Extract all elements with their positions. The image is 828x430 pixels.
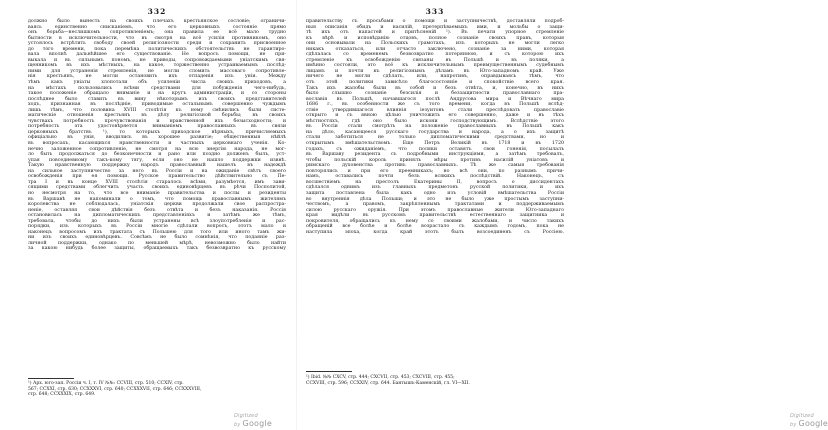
body-text <box>306 19 564 371</box>
text-line: тѣмъ какъ уніаты хлопотали объ усиленіи числа своихъ приходовъ, а <box>28 80 286 86</box>
page-number: 333 <box>425 7 445 16</box>
text-line: сдѣлался однимъ изъ главныхъ предметовъ русской политики, и ихъ <box>306 185 564 191</box>
text-line: стали заботиться не только дипломатическими средствами, но и <box>306 135 564 141</box>
text-line: Такъ ихъ жалобы были въ собой и безъ отвѣта, и, конечно, въ нихъ <box>306 85 564 91</box>
text-line: имѣнно состояли, это всё къ исключительнымъ преимущественнымъ судебнымъ <box>306 63 564 69</box>
text-line: ныя описанія обидъ и насилій, претерпѣваемыхъ ими, и мольбы о защи- <box>306 24 564 30</box>
text-line: римскаго духовенства противъ православныхъ. Тѣ же самыя требованія <box>306 163 564 169</box>
text-line: упая повседневному такъ-кому тягу, если оно не нашло поддержки извнѣ. <box>28 157 286 163</box>
text-line: на сильное заступничество за него въ Россіи и на ожиданіе свѣтъ своего <box>28 168 286 174</box>
text-line: правительству съ просьбами о помощи и заступничествѣ, доставляли подроб- <box>306 19 564 24</box>
text-line: восшествіемъ на престолъ Екатерины II, вопросъ о диссидентахъ <box>306 179 564 185</box>
digitized-by-google-watermark <box>234 410 286 428</box>
text-line: лицамъ и почти къ религіознымъ дѣламъ въ Юго-западномъ край. Уже <box>306 68 564 74</box>
text-line: офиціально въ унія, вводились въ хорошее развитіе; общественныя нѣйлѣ <box>28 135 286 141</box>
footnote-line: 567; CCXXI, стр. 630; CCXXXVI, стр. 640; CCXXXVII, стр. 646; CCXXXVIII, <box>28 386 202 392</box>
text-line: выкала и въ сильнымъ пономъ, не приводы, сопровождаемыми уніатскимъ свя- <box>28 57 286 63</box>
text-line: должно было вынесть на своихъ плечахъ крестьянское сословіе; ограничи- <box>28 19 286 24</box>
text-line: за какою нибудь более защиты, обращаемыхъ такъ безвозвратно къ русскому <box>28 246 286 252</box>
footnote-line: ¹) Ibid. №№ CXCV, стр. 444; CXCVII, стр. 453; CXCVIII, стр. 455; <box>306 375 455 380</box>
text-line: тра I и въ конце XVIII столѣтія старалось всѣми, разумѣется, имъ зави- <box>28 179 286 185</box>
text-line: ни изъ своихъ единовѣрцевъ. Совсѣмъ не было сомнѣнія, что подаяніе раз- <box>28 235 286 241</box>
text-line: ходъ, признанная въ послѣдніе, приводимые остальнымъ совершенно чуждымъ <box>28 102 286 108</box>
text-line: устоялось встрѣтить свободу своей религіозности среди и сохранить присвоенное <box>28 41 286 47</box>
footnote-line: стр. 648; CCXXXIX, стр. 649. <box>28 392 96 398</box>
footnotes <box>28 381 286 398</box>
text-line: ствіе утвердившагося влиянія іезуитовъ стали преслѣдовать православіе <box>306 107 564 113</box>
text-line: ло быть продолжаться до безконечности и рано или поздно долженъ былъ, уст- <box>28 152 286 158</box>
text-line: ними для устраненія стремленія, не могли сломить массоваго сопротивле- <box>28 68 286 74</box>
text-line: лишь тѣмъ, что половина XVIII столѣтія къ нему смѣнились были систе- <box>28 107 286 113</box>
text-line: открытымъ вмѣшательствомъ. Еще Петръ Великій въ 1718 и въ 1720 <box>306 141 564 147</box>
text-line: послѣднее было ставить въ вину нѣкоторымъ изъ своихъ представителей <box>28 96 286 102</box>
text-line: обращеній все болѣе и болѣе возрастало съ каждымъ годомъ, пока не <box>306 224 564 230</box>
text-line: щенникомъ въ ихъ мѣстныхъ, на какое, торжественно устраиваемымъ послѣд- <box>28 63 286 69</box>
text-line: сдѣлалась со временемъ безвозвратно потерянною, и съ которою ихъ <box>306 52 564 58</box>
text-line: королевства не соблюдалась, уніатскія церкви продолжали свое распростра- <box>28 202 286 208</box>
text-line: было слышно сознаніе безсилія и беззащитности православнаго пра- <box>306 91 564 97</box>
text-line: требовала, чтобы до нихъ были устранены всѣ злоупотребленія и рас- <box>28 218 286 224</box>
footnote-divider <box>306 371 352 372</box>
text-line: Такую нравственную поддержку народъ православный нашелъ въ надеждѣ <box>28 163 286 169</box>
text-line: на мѣстахъ пользовались всѣми средствами для побужденія чего-нибудь, <box>28 85 286 91</box>
text-line: силою русскаго оружія. При этомъ православные жители Юго-западнаго <box>306 207 564 213</box>
text-line: въ вопросахъ, касающихся нравственности и частныхъ церковнаго ученія. Ко- <box>28 141 286 147</box>
right-page <box>306 0 828 430</box>
watermark-logo: Google <box>242 419 272 428</box>
text-line: они основывали на Польскихъ грамотахъ, изъ которыхъ не могли легко <box>306 41 564 47</box>
text-line: покровителя, обращались къ нему со своими жалобами, и число такихъ <box>306 218 564 224</box>
text-line: никакъ отказаться, или отчасто заключено, сознаніе за ними, которая <box>306 46 564 52</box>
text-line: личной поддержки, однако по меньшей мѣрѣ, невозможно было найти <box>28 240 286 246</box>
text-line: до того времени, пока перемѣна политическихъ обстоятельствъ не гарантиро- <box>28 46 286 52</box>
footnote-line: ¹) Арх. юго-зап. Россіи ч. I, т. IV №№: CCVIII, стр. 510; CCXIV, стр. <box>28 381 184 386</box>
text-line: потребность эта удостовѣряется вниманіемъ православныхъ въ связи <box>28 124 286 130</box>
left-page <box>28 0 286 430</box>
text-line: вала вполнѣ дальнѣйшее его существованіе. Не вопросъ помощи, не при- <box>28 52 286 58</box>
text-line: бытности в исключительности, что въ смотря на всё усилія противникомъ, оно <box>28 35 286 41</box>
text-line: отъ этой политики зависѣло благосостояніе и спокойствіе всего края. <box>306 80 564 86</box>
text-line: во внутреннія дѣла Польши; и это не было уже простымъ заступни- <box>306 196 564 202</box>
text-line: такое положеніе обращало вниманіе и на кругъ администраціи, и со стороны <box>28 91 286 97</box>
text-line: но несмотря на то, что все вниманіе правительства и послы и резиденты <box>28 190 286 196</box>
text-line: неніе, оставляя свои дѣйствія безъ отвѣта и безъ наказанія. Россія <box>28 207 286 213</box>
footnotes <box>306 375 564 386</box>
text-line: наконецъ вопросомъ изъ трактата съ Польшею для того или иного тамъ жи- <box>28 229 286 235</box>
text-line: чествомъ, а правомъ, закрѣпленнымъ трактатами и поддерживаемымъ <box>306 202 564 208</box>
text-line: края видѣли въ русскомъ правительствѣ естественнаго защитника и <box>306 213 564 219</box>
watermark-prefix: Digitized by <box>234 413 258 428</box>
text-line: остановилась на дипломатическихъ представленіяхъ и затѣмъ же тѣмъ, <box>28 213 286 219</box>
text-line: къ вѣрѣ и исповѣданію отцовъ, полное сознаніе своихъ правъ, которыя <box>306 35 564 41</box>
text-line: въ Варшаву резидента съ подробными инструкціями, а затѣмъ требовалъ, <box>306 152 564 158</box>
text-line: нія крестьянъ, не могли остановить ихъ отпаденія изъ уніи. Между <box>28 74 286 80</box>
text-line: тѣ ихъ отъ напастей и притѣсненій ¹). Въ печати упорное стремленіе <box>306 30 564 36</box>
text-line: чувствахъ потребность прочувствованія и нравственной ихъ безысходности; и <box>28 118 286 124</box>
watermark-prefix: Digitized by <box>790 413 814 428</box>
text-line: чтобы польскій король принялъ мѣры противъ насилій уніатовъ и <box>306 157 564 163</box>
text-line: нечно заложенное сопротивленіе, не смотря на всю энергію народа, не мог- <box>28 146 286 152</box>
text-line: мѣстностяхъ, гдѣ оно было искони господствующимъ. Вслѣдствіе этого <box>306 118 564 124</box>
text-line: церковныхъ братствъ ¹), то которыхъ приходское вѣрныхъ, причисляемыхъ <box>28 129 286 135</box>
page-gutter <box>296 0 297 430</box>
text-line: защита поставлена была какъ одно изъ условій вмѣшательства Россіи <box>306 190 564 196</box>
text-line: порядки, изъ которыхъ въ Россіи многіе сдѣлали вопросъ, этотъ мало и <box>28 224 286 230</box>
text-line: освобожденія при ея помощи. Русское правительство дѣйствительно съ Пе- <box>28 174 286 180</box>
watermark-logo: Google <box>798 419 828 428</box>
text-line: повторялись и при его преемникахъ; но всѣ они, по разнымъ причи- <box>306 168 564 174</box>
text-line: намъ, оставались почти безъ всякихъ послѣдствій. Наконецъ, съ <box>306 174 564 180</box>
text-line: годахъ, съ ожиданіемъ, что поляки оставятъ свои гоненія, посылалъ <box>306 146 564 152</box>
text-line: въ Варшавѣ не напоминали о томъ, что помощь православнымъ жителямъ <box>28 196 286 202</box>
text-line: открыто и съ явною цѣлью уничтожить его совершенно, даже и въ тѣхъ <box>306 113 564 119</box>
digitized-by-google-watermark <box>790 410 828 428</box>
text-line: онъ борьба—неслишкомъ сопротивленіемъ; она правила ее всё мало трудно <box>28 30 286 36</box>
text-line: 1686 г., въ особенности же съ того времени, когда въ Польшѣ вслѣд- <box>306 102 564 108</box>
text-line: сящими средствами облегчить участь своихъ единовѣрцевъ въ рѣчи Посполитой, <box>28 185 286 191</box>
text-line: ничего не могли сдѣлать, или, напротивъ, оправдываясь тѣмъ, что <box>306 74 564 80</box>
text-line: ваясь единственно снисканіемъ, что его церковныхъ состояніе прямо <box>28 24 286 30</box>
text-line: вославія въ Польшѣ, начавшагося послѣ Андрусова мира и Вѣчнаго мира <box>306 96 564 102</box>
body-text <box>28 19 286 371</box>
text-line: матическіе отношенія крестьянъ въ дѣлу религіозной борьбы; въ своихъ <box>28 113 286 119</box>
text-line: въ Россіи стали смотрѣть на положеніе православныхъ въ Польшѣ какъ <box>306 124 564 130</box>
page-number: 332 <box>147 7 167 16</box>
text-line: на дѣло, касающееся русскаго государства и народа, а о ихъ защитѣ <box>306 129 564 135</box>
footnote-line: CCXVIII, стр. 596; CCXXIV, стр. 644. Бантышъ-Каменскій, гл. VI—XII. <box>306 380 470 386</box>
footnote-divider <box>28 378 74 379</box>
text-line: наступила эпоха, когда край этотъ былъ возсоединенъ съ Россіею. <box>306 229 564 235</box>
text-line: стремленіе къ освобожденію связаны въ Польшѣ и въ поляки, а <box>306 57 564 63</box>
